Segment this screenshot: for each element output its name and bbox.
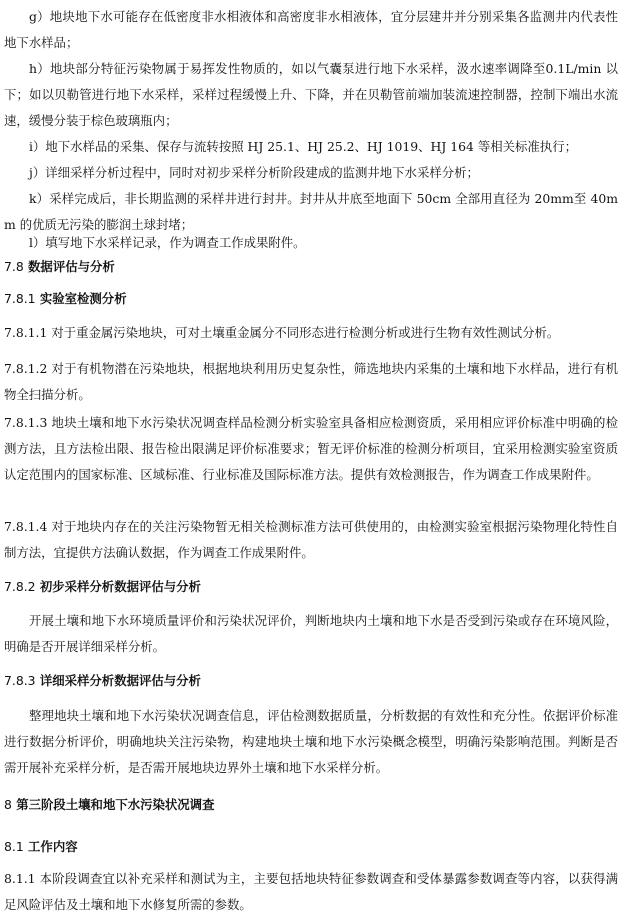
- section-heading-7-8-1: [4, 286, 618, 312]
- list-item-i: i）地下水样品的采集、保存与流转按照 HJ 25.1、HJ 25.2、HJ 1019、HJ 164 等相关标准执行；: [29, 139, 577, 154]
- section-heading-8-1: [4, 834, 618, 860]
- section-number: 8: [4, 797, 12, 812]
- clause-7-8-1-1: [4, 320, 618, 346]
- section-title: 数据评估与分析: [28, 259, 115, 274]
- clause-7-8-1-3: [4, 410, 618, 488]
- section-title: 实验室检测分析: [39, 291, 127, 306]
- paragraph-7-8-3: 整理地块土壤和地下水污染状况调查信息，评估检测数据质量，分析数据的有效性和充分性。依据评价标准进行数据分析评价，明确地块关注污染物，构建地块土壤和地下水污染概念模型，明确污染影响范围。判断是否需开展补充采样分析，是否需开展地块边界外土壤和地下水采样分析。: [4, 708, 618, 775]
- clause-number: 8.1.1: [4, 871, 36, 886]
- clause-text: 地块土壤和地下水污染状况调查样品检测分析实验室具备相应检测资质，采用相应评价标准中明确的检测方法，且方法检出限、报告检出限满足评价标准要求；暂无评价标准的检测分析项目，宜采用检测实验室资质认定范围内的国家标准、区域标准、行业标准及国际标准方法。提供有效检测报告，作为调查工作成果附件。: [4, 415, 618, 482]
- section-heading-7-8-2: [4, 574, 618, 600]
- clause-text: 本阶段调查宜以补充采样和测试为主，主要包括地块特征参数调查和受体暴露参数调查等内容，以获得满足风险评估及土壤和地下水修复所需的参数。: [4, 871, 618, 912]
- clause-number: 7.8.1.4: [4, 519, 48, 534]
- section-number: 7.8.1: [4, 291, 36, 306]
- list-item-k: k）采样完成后，非长期监测的采样井进行封井。封井从井底至地面下 50cm 全部用直径为 20mm至 40mm 的优质无污染的膨润土球封堵；: [4, 191, 618, 232]
- clause-number: 7.8.1.2: [4, 361, 48, 376]
- section-heading-7-8: [4, 254, 618, 280]
- list-item-j: j）详细采样分析过程中，同时对初步采样分析阶段建成的监测井地下水采样分析；: [29, 165, 479, 180]
- section-title: 详细采样分析数据评估与分析: [39, 673, 201, 688]
- clause-text: 对于有机物潜在污染地块，根据地块利用历史复杂性，筛选地块内采集的土壤和地下水样品，进行有机物全扫描分析。: [4, 361, 618, 402]
- section-heading-8: [4, 792, 618, 818]
- section-title: 初步采样分析数据评估与分析: [39, 579, 201, 594]
- section-number: 8.1: [4, 839, 24, 854]
- section-number: 7.8.2: [4, 579, 36, 594]
- section-number: 7.8: [4, 259, 24, 274]
- section-number: 7.8.3: [4, 673, 36, 688]
- section-heading-7-8-3: [4, 668, 618, 694]
- section-title: 工作内容: [28, 839, 78, 854]
- clause-7-8-1-4: [4, 514, 618, 566]
- clause-8-1-1: [4, 866, 618, 918]
- list-item-g: g）地块地下水可能存在低密度非水相液体和高密度非水相液体，宜分层建井并分别采集各监测井内代表性地下水样品；: [4, 9, 618, 50]
- list-item-l: l）填写地下水采样记录，作为调查工作成果附件。: [29, 235, 306, 250]
- paragraph-7-8-2: 开展土壤和地下水环境质量评价和污染状况评价，判断地块内土壤和地下水是否受到污染或存在环境风险，明确是否开展详细采样分析。: [4, 613, 618, 654]
- clause-text: 对于地块内存在的关注污染物暂无相关检测标准方法可供使用的，由检测实验室根据污染物理化特性自制方法，宜提供方法确认数据，作为调查工作成果附件。: [4, 519, 618, 560]
- clause-text: 对于重金属污染地块，可对土壤重金属分不同形态进行检测分析或进行生物有效性测试分析。: [51, 325, 560, 340]
- list-item-h: h）地块部分特征污染物属于易挥发性物质的，如以气囊泵进行地下水采样，汲水速率调降至0.1L/min 以下；如以贝勒管进行地下水采样，采样过程缓慢上升、下降，并在贝勒管前端加装流速控制器，控制下端出水流速，缓慢分装于棕色玻璃瓶内；: [4, 61, 618, 128]
- section-title: 第三阶段土壤和地下水污染状况调查: [16, 797, 215, 812]
- clause-number: 7.8.1.1: [4, 325, 48, 340]
- clause-7-8-1-2: [4, 356, 618, 408]
- clause-number: 7.8.1.3: [4, 415, 48, 430]
